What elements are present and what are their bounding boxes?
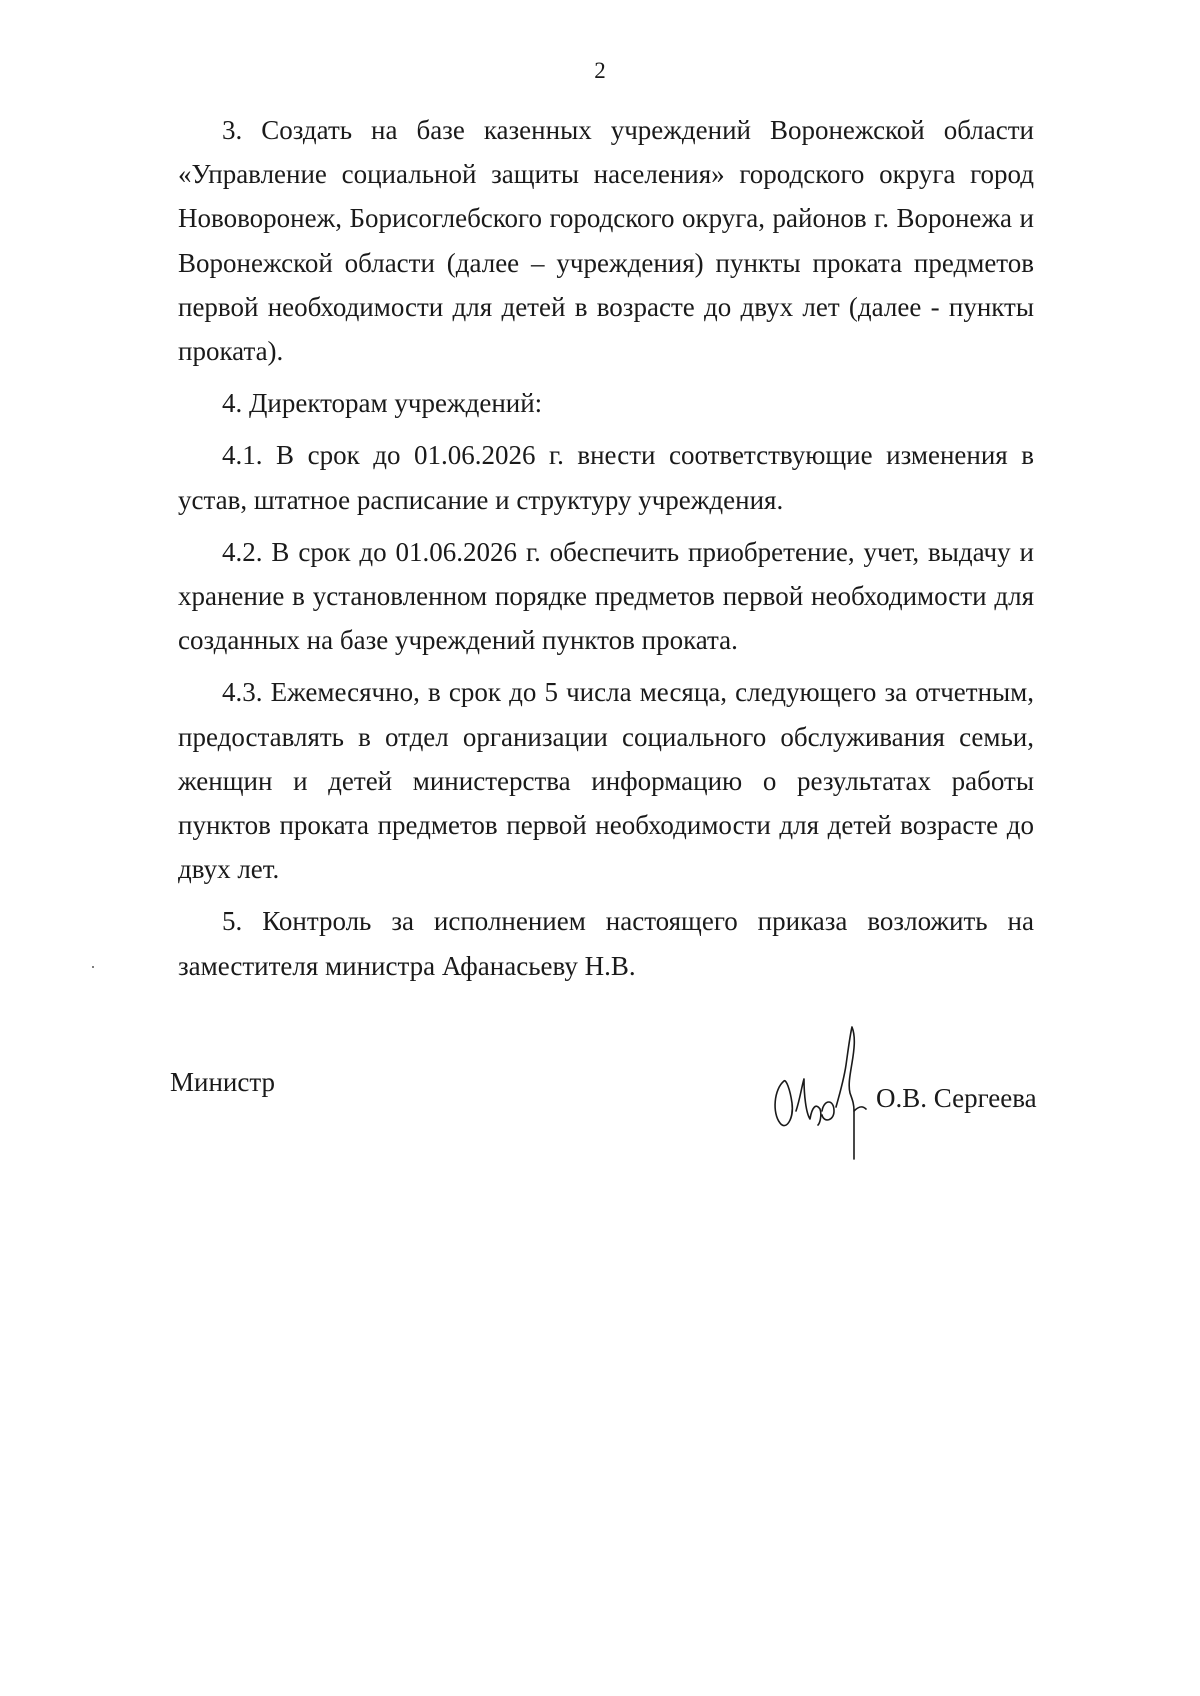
signer-name: О.В. Сергеева <box>876 1083 1037 1113</box>
paragraph-4-2: 4.2. В срок до 01.06.2026 г. обеспечить приобретение, учет, выдачу и хранение в установленном порядке предметов первой необходимости для созданных на базе учреждений пунктов проката. <box>178 536 1034 656</box>
document-body <box>178 108 1034 996</box>
paragraph-3: 3. Создать на базе казенных учреждений Воронежской области «Управление социальной защиты населения» городского округа город Нововоронеж, Борисоглебского городского округа, районов г. Воронежа и Воронежской области (далее – учреждения) пункты проката предметов первой необходимости для детей в возрасте до двух лет (далее - пункты проката). <box>178 115 1034 367</box>
scan-speck <box>92 966 94 968</box>
paragraph-4: 4. Директорам учреждений: <box>222 388 543 419</box>
paragraph-4-1: 4.1. В срок до 01.06.2026 г. внести соответствующие изменения в устав, штатное расписание и структуру учреждения. <box>178 440 1034 515</box>
paragraph-5: 5. Контроль за исполнением настоящего приказа возложить на заместителя министра Афанасьеву Н.В. <box>178 906 1034 981</box>
page-number: 2 <box>594 58 606 83</box>
signature-block <box>170 1045 1037 1165</box>
paragraph-4-3: 4.3. Ежемесячно, в срок до 5 числа месяца, следующего за отчетным, предоставлять в отдел организации социального обслуживания семьи, женщин и детей министерства информацию о результатах работы пунктов проката предметов первой необходимости для детей возрасте до двух лет. <box>178 677 1034 885</box>
handwritten-signature <box>770 1023 880 1163</box>
signer-position: Министр <box>170 1067 275 1097</box>
